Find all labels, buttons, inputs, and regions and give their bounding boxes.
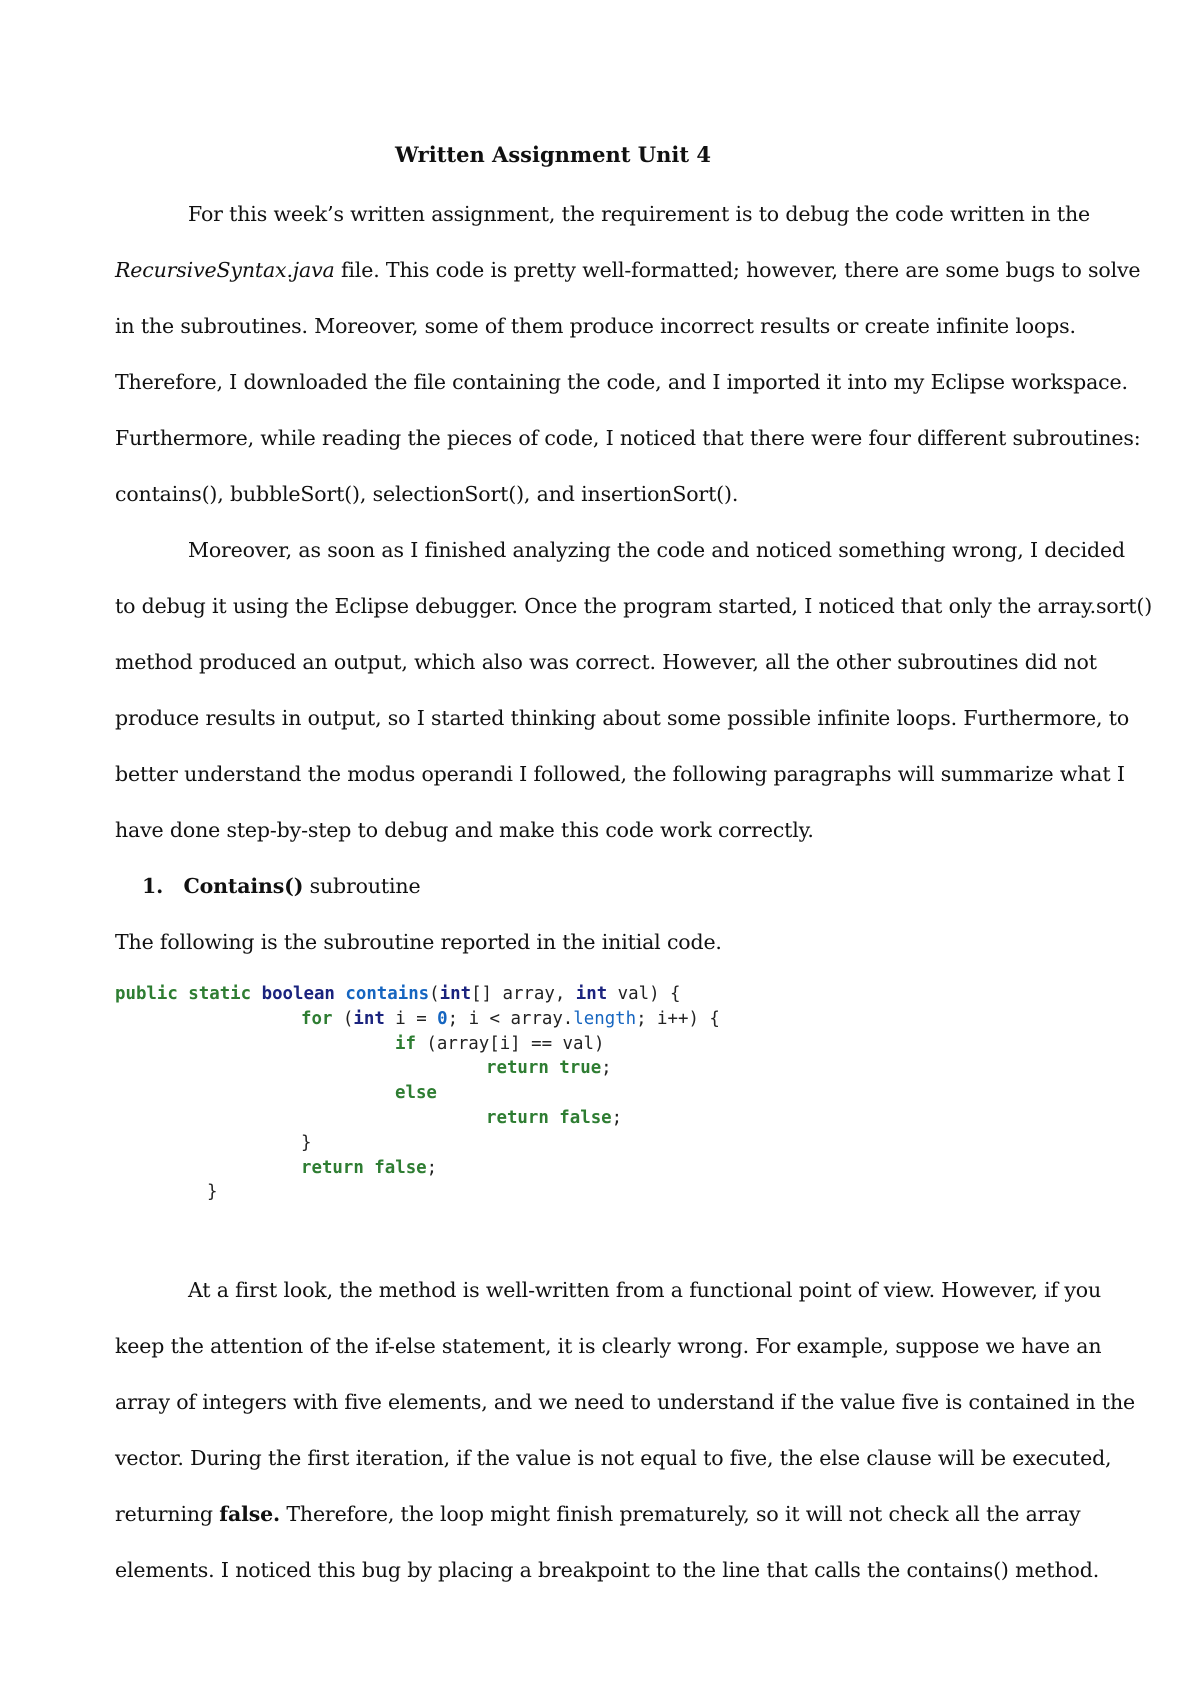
paragraph-line: keep the attention of the if-else statement, it is clearly wrong. For example, suppose we have an: [115, 1334, 1102, 1358]
paragraph-line: contains(), bubbleSort(), selectionSort(), and insertionSort().: [115, 482, 739, 506]
paragraph-line: [115, 258, 1140, 282]
paragraph-line: to debug it using the Eclipse debugger. Once the program started, I noticed that only the array.sort(): [115, 594, 1153, 618]
section-number: 1.: [142, 874, 164, 898]
paragraph-line: Moreover, as soon as I finished analyzing the code and noticed something wrong, I decided: [188, 538, 1125, 562]
paragraph-line: At a first look, the method is well-written from a functional point of view. However, if you: [188, 1278, 1102, 1302]
code-line: if (array[i] == val): [395, 1033, 605, 1054]
code-line: }: [207, 1182, 218, 1203]
section-heading: [142, 874, 420, 898]
paragraph-text: file. This code is pretty well-formatted; however, there are some bugs to solve: [334, 258, 1141, 282]
code-line: public static boolean contains(int[] array, int val) {: [115, 984, 681, 1004]
code-line: return false;: [301, 1157, 438, 1178]
code-line: else: [395, 1083, 437, 1104]
paragraph-line: array of integers with five elements, and we need to understand if the value five is contained in the: [115, 1390, 1136, 1414]
paragraph-line: in the subroutines. Moreover, some of them produce incorrect results or create infinite loops.: [115, 314, 1076, 338]
paragraph-line: returning false. Therefore, the loop might finish prematurely, so it will not check all the array: [115, 1502, 1081, 1526]
paragraph-line: Furthermore, while reading the pieces of code, I noticed that there were four different subroutines:: [115, 426, 1141, 450]
code-line: for (int i = 0; i < array.length; i++) {: [301, 1008, 720, 1029]
bold-false: false.: [219, 1502, 280, 1526]
code-line: }: [301, 1132, 312, 1153]
paragraph-line: elements. I noticed this bug by placing a breakpoint to the line that calls the contains() method.: [115, 1558, 1100, 1582]
file-name: RecursiveSyntax.java: [115, 258, 335, 282]
code-intro: The following is the subroutine reported in the initial code.: [115, 930, 722, 954]
section-suffix: subroutine: [303, 874, 421, 898]
document-title: Written Assignment Unit 4: [395, 142, 711, 167]
code-line: return true;: [486, 1058, 612, 1079]
code-block: [115, 982, 720, 1205]
code-line: return false;: [486, 1107, 623, 1128]
paragraph-line: have done step-by-step to debug and make this code work correctly.: [115, 818, 814, 842]
section-name: Contains(): [183, 874, 304, 898]
paragraph-line: produce results in output, so I started thinking about some possible infinite loops. Furthermore, to: [115, 706, 1130, 730]
paragraph-line: Therefore, I downloaded the file containing the code, and I imported it into my Eclipse workspace.: [115, 370, 1128, 394]
paragraph-line: For this week’s written assignment, the requirement is to debug the code written in the: [188, 202, 1090, 226]
paragraph-line: method produced an output, which also was correct. However, all the other subroutines did not: [115, 650, 1097, 674]
paragraph-line: better understand the modus operandi I followed, the following paragraphs will summarize what I: [115, 762, 1125, 786]
paragraph-line: vector. During the first iteration, if the value is not equal to five, the else clause will be executed,: [115, 1446, 1112, 1470]
